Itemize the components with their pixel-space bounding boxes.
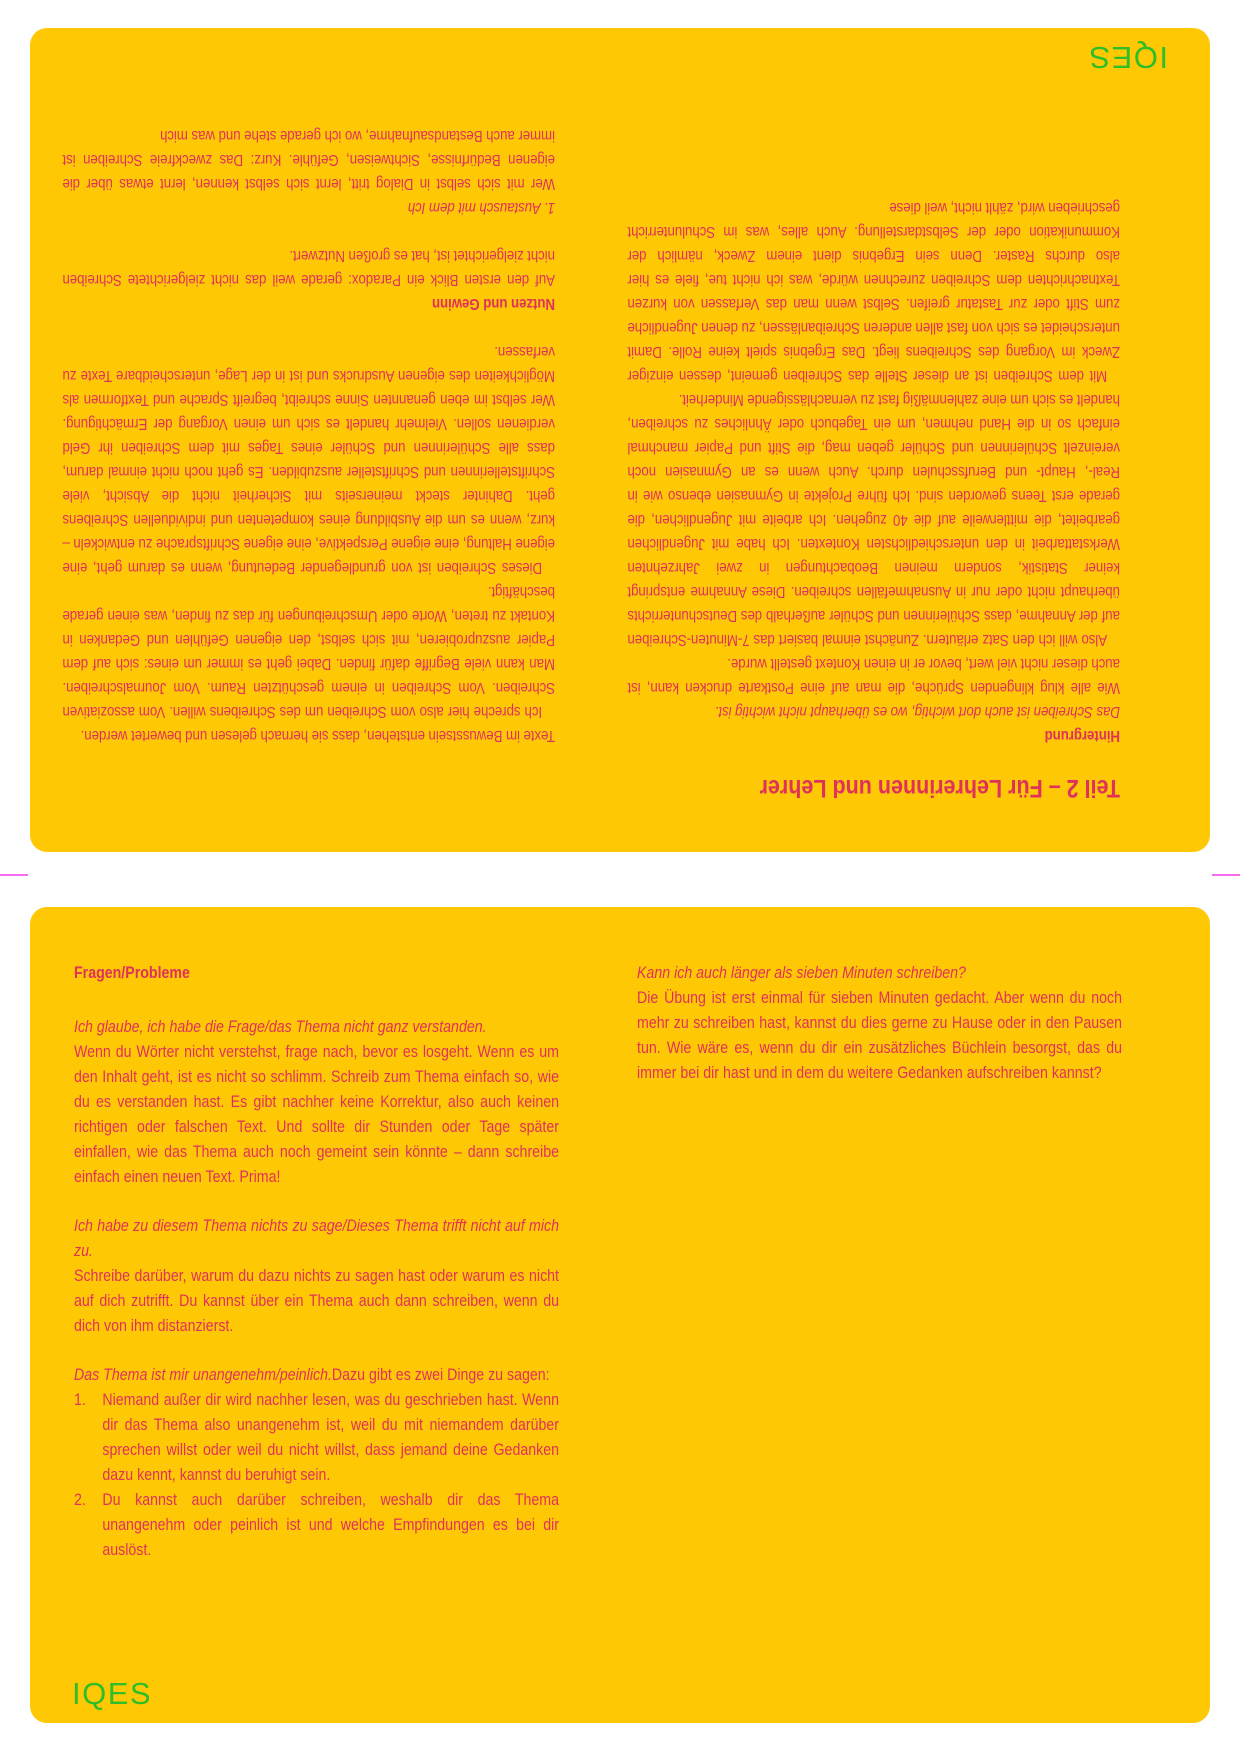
paragraph: Dieses Schreiben ist von grundlegender Bedeutung, wenn es darum geht, eine eigene Haltung, eine eigene Perspektive, eine eigene Schriftsprache zu entwickeln – kurz, wenn es um die Ausbildung eines kompetenten und individuellen Schreibens geht. Dahinter steckt meinerseits mit Sicherheit nicht die Absicht, viele Schriftstellerinnen und Schriftsteller auszubilden. Es geht noch nicht einmal darum, dass alle Schülerinnen und Schüler eines Tages mit dem Schreiben ihr Geld verdienen sollen. Vielmehr handelt es sich um einen Vorgang der Ermächtigung. Wer selbst im eben genannten Sinne schreibt, begreift Sprache und Textformen als Möglichkeiten des eigenen Ausdrucks und ist in der Lage, unterscheidbare Texte zu verfassen. <box>63 343 556 576</box>
bottom-card-content <box>30 907 1210 1723</box>
top-card-content <box>30 28 1210 852</box>
top-card <box>30 28 1210 852</box>
subheading-austausch-mit-dem-ich: 1. Austausch mit dem Ich <box>408 199 556 216</box>
iqes-logo: IQES <box>1087 40 1168 75</box>
list-item <box>74 1488 559 1563</box>
paragraph: Wie alle klug klingenden Sprüche, die man auf eine Postkarte drucken kann, ist auch dieser nicht viel wert, bevor er in einen Kontext gestellt wurde. <box>627 655 1120 696</box>
list-item <box>74 1388 559 1488</box>
paragraph: Auf den ersten Blick ein Paradox: gerade weil das nicht zielgerichtete Schreiben nicht zielgerichtet ist, hat es großen Nutzwert. <box>63 247 556 288</box>
paragraph: Texte im Bewusstsein entstehen, dass sie hernach gelesen und bewertet werden. <box>81 727 556 744</box>
iqes-logo: IQES <box>72 1676 153 1711</box>
page-title: Teil 2 – Für Lehrerinnen und Lehrer <box>759 774 1120 802</box>
paragraph: Ich spreche hier also vom Schreiben um des Schreibens willen. Vom assoziativen Schreiben. Vom Schreiben in einem geschützten Raum. Vom Journalschreiben. Man kann viele Begriffe dafür finden. Dabei geht es immer um eines: sich auf dem Papier auszuprobieren, mit sich selbst, den eigenen Gefühlen und Gedanken in Kontakt zu treten, Worte oder Umschreibungen für das zu finden, was einen gerade beschäftigt. <box>63 583 556 720</box>
lead-sentence: Das Schreiben ist auch dort wichtig, wo es überhaupt nicht wichtig ist. <box>714 703 1120 720</box>
question <box>74 1363 559 1388</box>
bottom-card-left-column <box>74 961 559 1563</box>
question: Kann ich auch länger als sieben Minuten schreiben? <box>637 964 966 982</box>
top-card-columns <box>63 123 1120 747</box>
question: Ich habe zu diesem Thema nichts zu sage/Dieses Thema trifft nicht auf mich zu. <box>74 1217 559 1260</box>
paragraph: Also will ich den Satz erläutern. Zunächst einmal basiert das 7-Minuten-Schreiben auf der Annahme, dass Schülerinnen und Schüler außerhalb des Deutschunterrichts überhaupt nicht oder nur in Ausnahmefällen schreiben. Diese Annahme entspringt keiner Statistik, sondern meinen Beobachtungen in zwei Jahrzehnten Werkstattarbeit in den unterschiedlichsten Kontexten. Ich habe mit Jugendlichen gearbeitet, die mittlerweile auf die 40 zugehen. Ich arbeite mit Jugendlichen, die gerade erst Teens geworden sind. Ich führe Projekte in Gymnasien ebenso wie in Real-, Haupt- und Berufsschulen durch. Auch wenn es an Gymnasien noch vereinzelt Schülerinnen und Schüler geben mag, die Stift und Papier manchmal einfach so in die Hand nehmen, um ein Tagebuch oder Ähnliches zu schreiben, handelt es sich um eine zahlenmäßig fast zu vernachlässigende Minderheit. <box>627 391 1120 648</box>
paragraph: Wer mit sich selbst in Dialog tritt, lernt sich selbst kennen, lernt etwas über die eigenen Bedürfnisse, Sichtweisen, Gefühle. Kurz: Das zweckfreie Schreiben ist immer auch Bestandsaufnahme, wo ich gerade stehe und was mich <box>63 127 556 192</box>
crop-mark-right <box>1212 874 1240 876</box>
section-heading-fragen-probleme: Fragen/Probleme <box>74 964 190 982</box>
bottom-card <box>30 907 1210 1723</box>
bottom-card-columns <box>74 961 1122 1563</box>
question-italic-part: Das Thema ist mir unangenehm/peinlich. <box>74 1366 332 1384</box>
answer: Wenn du Wörter nicht verstehst, frage nach, bevor es losgeht. Wenn es um den Inhalt geht, ist es nicht so schlimm. Schreib zum Thema einfach so, wie du es verstanden hast. Es gibt nachher keine Korrektur, also auch keinen richtigen oder falschen Text. Und sollte dir Stunden oder Tage später einfallen, wie das Thema auch noch gemeint sein könnte – dann schreibe einfach einen neuen Text. Prima! <box>74 1043 559 1186</box>
answer: Die Übung ist erst einmal für sieben Minuten gedacht. Aber wenn du noch mehr zu schreiben hast, kannst du dies gerne zu Hause oder in den Pausen tun. Wie wäre es, wenn du dir ein zusätzliches Büchlein besorgst, das du immer bei dir hast und in dem du weitere Gedanken aufschreiben kannst? <box>637 989 1122 1082</box>
top-card-left-column <box>628 195 1121 747</box>
top-card-right-column <box>63 123 556 747</box>
question: Ich glaube, ich habe die Frage/das Thema nicht ganz verstanden. <box>74 1018 487 1036</box>
paragraph: Mit dem Schreiben ist an dieser Stelle das Schreiben gemeint, dessen einziger Zweck im Vorgang des Schreibens liegt. Das Ergebnis spielt keine Rolle. Damit unterscheidet es sich von fast allen anderen Schreibanlässen, zu denen Jugendliche zum Stift oder zur Tastatur greifen. Selbst wenn man das Verfassen von kurzen Textnachrichten dem Schreiben zurechnen würde, was ich nicht tue, fiele es hier also durchs Raster. Denn sein Ergebnis dient einem Zweck, nämlich der Kommunikation oder der Selbstdarstellung. Auch alles, was im Schulunterricht geschrieben wird, zählt nicht, weil diese <box>627 199 1120 384</box>
crop-mark-left <box>0 874 28 876</box>
list-item-text: Du kannst auch darüber schreiben, weshalb dir das Thema unangenehm oder peinlich ist und welche Empfindungen es bei dir auslöst. <box>102 1491 559 1559</box>
bottom-card-right-column <box>637 961 1122 1086</box>
question-regular-part: Dazu gibt es zwei Dinge zu sagen: <box>331 1366 550 1384</box>
section-heading-hintergrund: Hintergrund <box>1044 727 1120 744</box>
answer: Schreibe darüber, warum du dazu nichts zu sagen hast oder warum es nicht auf dich zutrifft. Du kannst über ein Thema auch dann schreiben, wenn du dich von ihm distanzierst. <box>74 1267 559 1335</box>
section-heading-nutzen-und-gewinn: Nutzen und Gewinn <box>432 295 556 312</box>
list-item-number: 2. <box>74 1491 86 1509</box>
list-item-text: Niemand außer dir wird nachher lesen, was du geschrieben hast. Wenn dir das Thema also unangenehm ist, weil du mit niemandem darüber sprechen willst oder weil du nicht willst, dass jemand deine Gedanken dazu kennt, kannst du beruhigt sein. <box>102 1391 559 1484</box>
list-item-number: 1. <box>74 1391 86 1409</box>
